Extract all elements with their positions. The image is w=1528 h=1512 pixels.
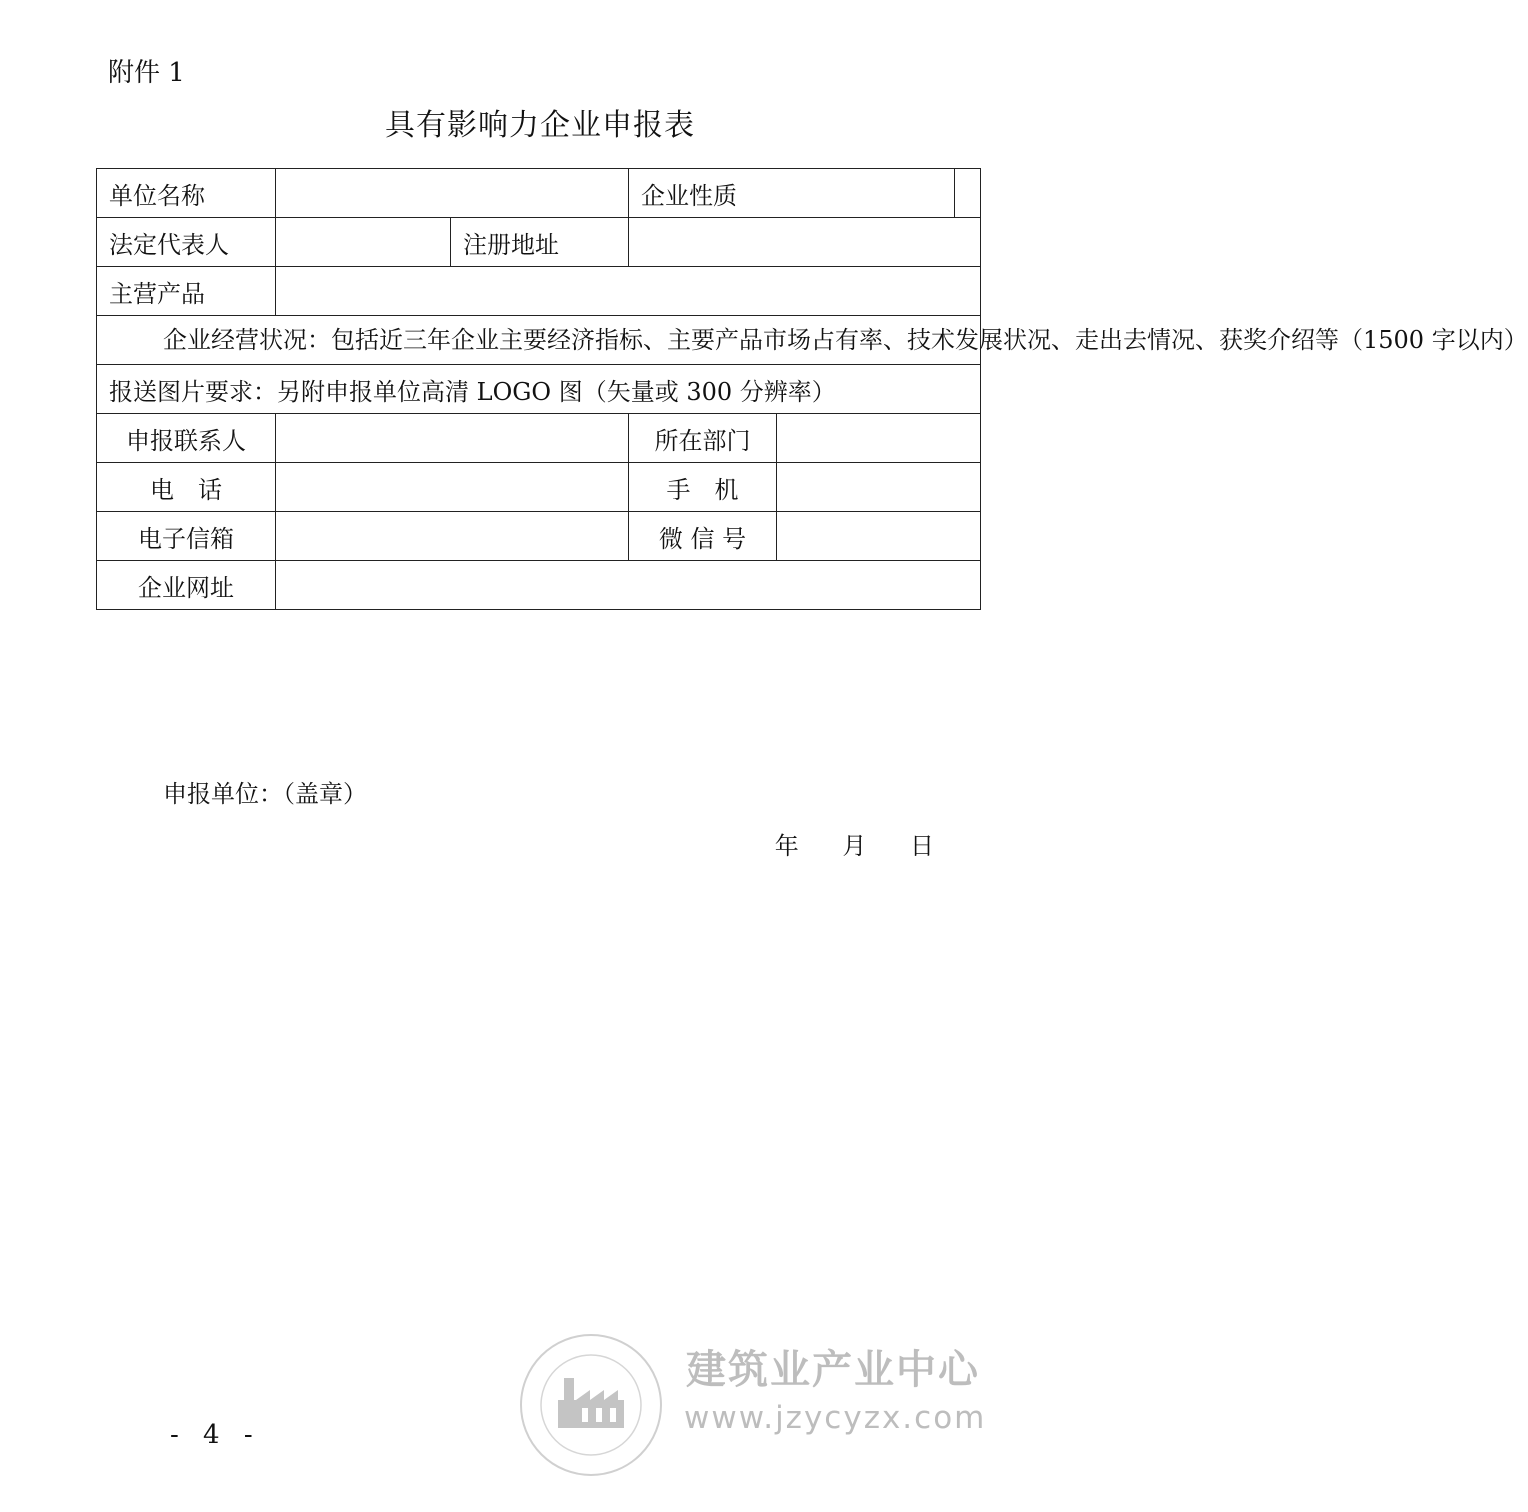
reg-address-label: 注册地址: [451, 218, 629, 267]
phone-label: 电 话: [97, 463, 276, 512]
website-label: 企业网址: [97, 561, 276, 610]
seal-label: 申报单位：（盖章）: [163, 780, 367, 808]
attachment-label: 附件 1: [108, 58, 185, 88]
image-requirement: 报送图片要求：另附申报单位高清 LOGO 图（矢量或 300 分辨率）: [97, 365, 981, 414]
website-field[interactable]: [276, 561, 981, 610]
enterprise-nature-label: 企业性质: [629, 169, 955, 218]
department-field[interactable]: [777, 414, 981, 463]
main-products-field[interactable]: [276, 267, 981, 316]
phone-field[interactable]: [276, 463, 629, 512]
legal-rep-field[interactable]: [276, 218, 451, 267]
watermark-name: 建筑业产业中心: [686, 1347, 980, 1393]
contact-person-label: 申报联系人: [97, 414, 276, 463]
legal-rep-label: 法定代表人: [97, 218, 276, 267]
watermark: [516, 1330, 986, 1480]
department-label: 所在部门: [629, 414, 777, 463]
date-year: 年: [774, 832, 799, 860]
enterprise-nature-field[interactable]: [955, 169, 981, 218]
date-month: 月: [842, 832, 867, 860]
unit-name-label: 单位名称: [97, 169, 276, 218]
page-number: - 4 -: [170, 1420, 261, 1450]
seal-logo-icon: [516, 1330, 666, 1480]
date-day: 日: [910, 832, 935, 860]
main-products-label: 主营产品: [97, 267, 276, 316]
mobile-label: 手 机: [629, 463, 777, 512]
form-title: 具有影响力企业申报表: [385, 108, 695, 143]
reg-address-field[interactable]: [629, 218, 981, 267]
wechat-field[interactable]: [777, 512, 981, 561]
application-form-table: [96, 168, 1528, 860]
date-line: [739, 826, 934, 861]
contact-person-field[interactable]: [276, 414, 629, 463]
unit-name-field[interactable]: [276, 169, 629, 218]
wechat-label: 微 信 号: [629, 512, 777, 561]
mobile-field[interactable]: [777, 463, 981, 512]
email-label: 电子信箱: [97, 512, 276, 561]
watermark-url: www.jzycyzx.com: [684, 1400, 987, 1436]
operation-desc: 企业经营状况：包括近三年企业主要经济指标、主要产品市场占有率、技术发展状况、走出去情况、获奖介绍等（1500 字以内）: [163, 325, 1528, 354]
email-field[interactable]: [276, 512, 629, 561]
